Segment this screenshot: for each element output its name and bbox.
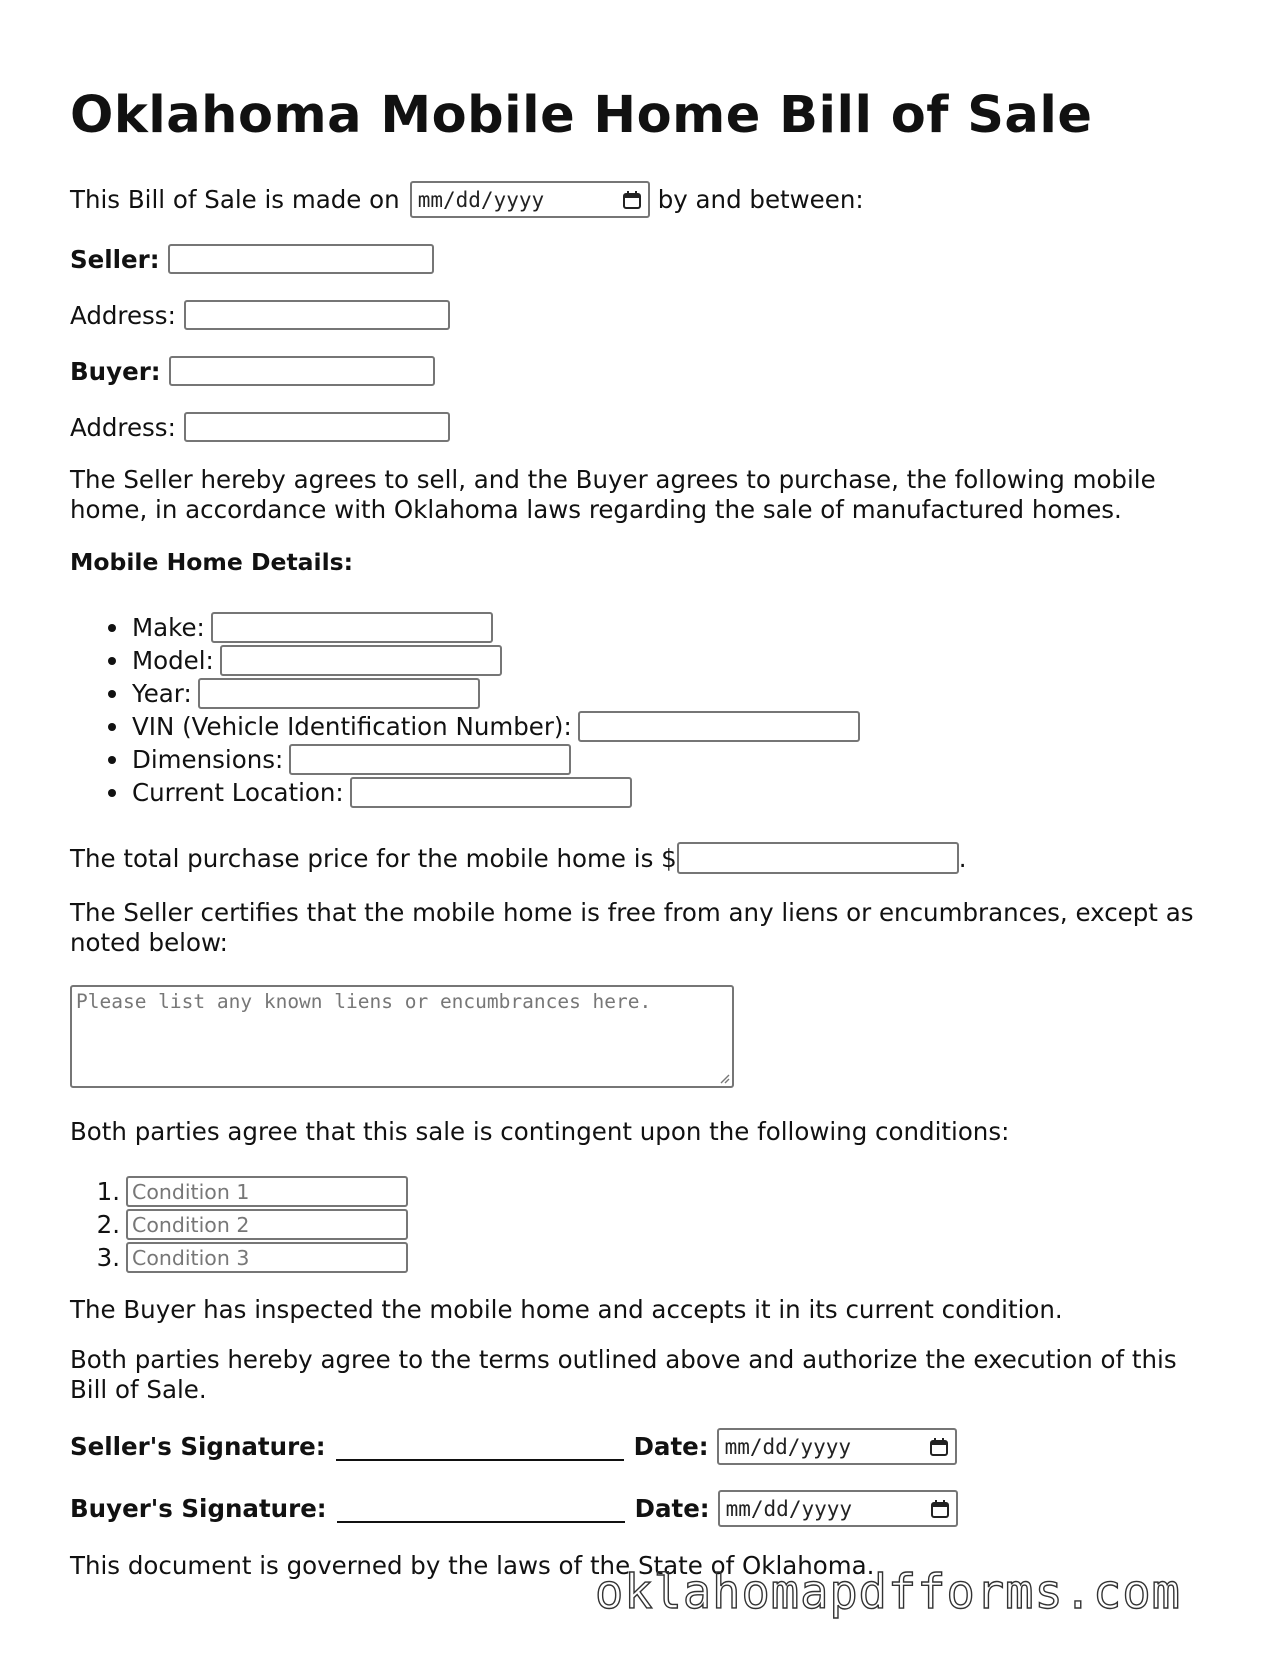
buyer-signature-line[interactable] [337, 1495, 625, 1523]
condition-placeholder: Condition 3 [132, 1245, 250, 1270]
condition-2-input[interactable] [126, 1209, 408, 1240]
seller-address-label: Address: [70, 300, 176, 330]
buyer-address-input[interactable] [184, 412, 450, 442]
calendar-icon[interactable] [930, 1499, 950, 1519]
detail-item-location [70, 776, 860, 809]
detail-item-year [70, 677, 860, 710]
conditions-list [70, 1175, 408, 1274]
calendar-icon[interactable] [929, 1437, 949, 1457]
detail-item-model [70, 644, 860, 677]
seller-date-input[interactable] [717, 1428, 957, 1465]
condition-number: 1. [96, 1177, 120, 1206]
dimensions-input[interactable] [289, 744, 571, 775]
calendar-icon[interactable] [622, 190, 642, 210]
buyer-address-row [70, 412, 450, 442]
seller-address-row [70, 300, 450, 330]
buyer-signature-label: Buyer's Signature: [70, 1494, 327, 1523]
seller-label: Seller: [70, 244, 160, 274]
price-text: The total purchase price for the mobile home is $ [70, 843, 677, 873]
seller-name-input[interactable] [168, 244, 434, 274]
agreement-paragraph: The Seller hereby agrees to sell, and the Buyer agrees to purchase, the following mobile home, in accordance with Oklahoma laws regarding the sale of manufactured homes. [70, 465, 1156, 524]
detail-label: VIN (Vehicle Identification Number): [132, 712, 572, 741]
buyer-date-input[interactable] [718, 1490, 958, 1527]
condition-item [70, 1241, 408, 1274]
details-heading: Mobile Home Details: [70, 548, 354, 576]
inspection-paragraph: The Buyer has inspected the mobile home and accepts it in its current condition. [70, 1295, 1063, 1324]
authorize-paragraph: Both parties hereby agree to the terms outlined above and authorize the execution of this Bill of Sale. [70, 1345, 1177, 1404]
seller-signature-row [70, 1428, 957, 1465]
liens-textarea[interactable] [70, 985, 734, 1088]
seller-signature-label: Seller's Signature: [70, 1432, 326, 1461]
location-input[interactable] [350, 777, 632, 808]
intro-line [70, 181, 864, 218]
buyer-date-label: Date: [634, 1494, 710, 1523]
resize-grip-icon[interactable] [718, 1072, 730, 1084]
detail-item-vin [70, 710, 860, 743]
detail-label: Current Location: [132, 778, 344, 807]
seller-address-input[interactable] [184, 300, 450, 330]
buyer-row [70, 356, 435, 386]
make-input[interactable] [211, 612, 493, 643]
price-row [70, 842, 967, 874]
condition-placeholder: Condition 2 [132, 1212, 250, 1237]
condition-item [70, 1208, 408, 1241]
watermark: oklahomapdfforms.com [595, 1565, 1181, 1620]
condition-item [70, 1175, 408, 1208]
seller-signature-line[interactable] [336, 1433, 624, 1461]
vin-input[interactable] [578, 711, 860, 742]
seller-date-label: Date: [633, 1432, 709, 1461]
seller-date-placeholder: mm/dd/yyyy [724, 1434, 852, 1459]
buyer-name-input[interactable] [169, 356, 435, 386]
detail-item-dimensions [70, 743, 860, 776]
seller-row [70, 244, 434, 274]
buyer-address-label: Address: [70, 412, 176, 442]
detail-label: Year: [132, 679, 192, 708]
condition-3-input[interactable] [126, 1242, 408, 1273]
detail-label: Model: [132, 646, 214, 675]
intro-before-text: This Bill of Sale is made on [70, 185, 400, 214]
condition-1-input[interactable] [126, 1176, 408, 1207]
price-input[interactable] [677, 842, 959, 874]
conditions-intro: Both parties agree that this sale is contingent upon the following conditions: [70, 1117, 1010, 1146]
buyer-signature-row [70, 1490, 958, 1527]
intro-after-text: by and between: [657, 185, 864, 214]
detail-label: Dimensions: [132, 745, 284, 774]
details-list [70, 611, 860, 809]
year-input[interactable] [198, 678, 480, 709]
detail-item-make [70, 611, 860, 644]
governing-paragraph: This document is governed by the laws of the State of Oklahoma. [70, 1551, 875, 1580]
model-input[interactable] [220, 645, 502, 676]
liens-placeholder: Please list any known liens or encumbrances here. [76, 990, 652, 1013]
sale-date-placeholder: mm/dd/yyyy [417, 187, 545, 212]
buyer-date-placeholder: mm/dd/yyyy [725, 1496, 853, 1521]
liens-paragraph: The Seller certifies that the mobile home is free from any liens or encumbrances, except as noted below: [70, 898, 1194, 957]
price-suffix: . [958, 843, 967, 873]
condition-number: 2. [96, 1210, 120, 1239]
sale-date-input[interactable] [410, 181, 650, 218]
condition-number: 3. [96, 1243, 120, 1272]
detail-label: Make: [132, 613, 205, 642]
buyer-label: Buyer: [70, 356, 161, 386]
condition-placeholder: Condition 1 [132, 1179, 250, 1204]
page-title: Oklahoma Mobile Home Bill of Sale [70, 86, 1093, 145]
